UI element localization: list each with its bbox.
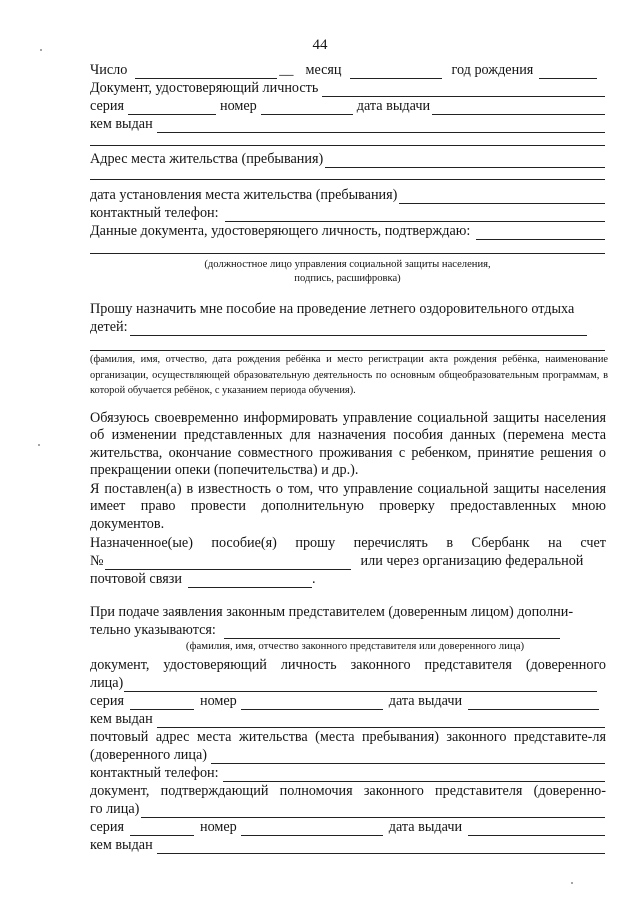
representative-name-caption: (фамилия, имя, отчество законного представителя или доверенного лица)	[185, 640, 525, 652]
rep-issued-by-row	[90, 711, 605, 728]
rep-authority-text-2: го лица)	[90, 801, 140, 817]
obligation-paragraph-2: Я поставлен(а) в известность о том, что управление социальной защиты населения имеет право провести дополнительную проверку предоставленных мною документов.	[90, 481, 606, 532]
rep-address-text-2: (доверенного лица)	[90, 747, 208, 763]
child-caption: (фамилия, имя, отчество, дата рождения ребёнка и место регистрации акта рождения ребёнка, наименование организации, осуществляющей образовательную деятельность по основным общеобразовательным программам, в которой обучается ребёнок, с указанием периода обучения).	[90, 354, 608, 396]
scan-speck	[38, 444, 40, 446]
children-field[interactable]	[130, 321, 587, 336]
birth-date-row	[90, 62, 605, 79]
rep-id-doc-line-1: документ, удостоверяющий личность законного представителя (доверенного	[90, 657, 606, 673]
scan-speck	[571, 882, 573, 884]
confirm-label: Данные документа, удостоверяющего личность, подтверждаю:	[90, 223, 471, 239]
payment-line-2-tail: или через организацию федеральной	[360, 553, 584, 569]
residence-date-field[interactable]	[399, 189, 605, 204]
rep-issue-date-field[interactable]	[468, 695, 599, 710]
rep-series-label: серия	[90, 693, 124, 709]
series-field[interactable]	[128, 100, 216, 115]
rep-issued-by2-field[interactable]	[157, 839, 605, 854]
request-text-2: детей:	[90, 319, 128, 335]
rep-issued-by2-row	[90, 837, 605, 854]
issue-date-field[interactable]	[432, 100, 605, 115]
issued-by-row	[90, 116, 605, 133]
month-field[interactable]	[350, 64, 442, 79]
address-row	[90, 151, 605, 168]
request-line-2	[90, 319, 605, 336]
rep-phone-row	[90, 765, 605, 782]
issue-date-label: дата выдачи	[356, 98, 431, 114]
confirm-row	[90, 223, 605, 240]
rep-address-field[interactable]	[211, 749, 605, 764]
rep-issued-by2-label: кем выдан	[90, 837, 153, 853]
rep-id-doc-text-2: лица)	[90, 675, 124, 691]
id-document-field[interactable]	[322, 82, 605, 97]
rep-issued-by-label: кем выдан	[90, 711, 153, 727]
phone-row	[90, 205, 605, 222]
postal-field[interactable]	[188, 573, 312, 588]
day-field-tail: __	[279, 62, 294, 78]
page-number: 44	[312, 37, 328, 53]
representative-name-field[interactable]	[224, 624, 560, 639]
rep-address-line-2	[90, 747, 605, 764]
official-caption-2: подпись, расшифровка)	[294, 273, 401, 284]
rep-phone-label: контактный телефон:	[90, 765, 219, 781]
request-text-1: Прошу назначить мне пособие на проведение летнего оздоровительного отдыха	[90, 301, 575, 317]
rep-number2-label: номер	[199, 819, 237, 835]
rep-issue-date2-field[interactable]	[468, 821, 605, 836]
id-document-label: Документ, удостоверяющий личность	[90, 80, 319, 96]
phone-label: контактный телефон:	[90, 205, 219, 221]
rep-address-line-1: почтовый адрес места жительства (места пребывания) законного представите-ля	[90, 729, 606, 745]
number-field[interactable]	[261, 100, 353, 115]
request-line-1	[90, 301, 605, 318]
id-series-row	[90, 98, 605, 115]
rep-series2-label: серия	[90, 819, 124, 835]
obligation-paragraph-1: Обязуюсь своевременно информировать управление социальной защиты населения об изменении представленных для назначения пособия данных (перемена места жительства, окончание совместного проживания с ребенком, принятие решения о прекращении опеки (попечительства) и др.).	[90, 410, 606, 479]
series-label: серия	[90, 98, 124, 114]
confirm-field[interactable]	[476, 225, 605, 240]
rep-authority-field[interactable]	[141, 803, 605, 818]
account-number-field[interactable]	[105, 555, 351, 570]
address-label: Адрес места жительства (пребывания)	[90, 151, 324, 167]
rep-id-doc-field[interactable]	[124, 677, 597, 692]
rep-number-field[interactable]	[241, 695, 383, 710]
postal-end: .	[311, 571, 316, 587]
birth-year-label: год рождения	[451, 62, 534, 78]
month-label: месяц	[305, 62, 342, 78]
number-label: номер	[219, 98, 257, 114]
representative-intro-text-2: тельно указываются:	[90, 622, 216, 638]
issued-by-field[interactable]	[157, 118, 605, 133]
children-continuation[interactable]	[90, 350, 605, 351]
postal-label: почтовой связи	[90, 571, 182, 587]
rep-issue-date2-label: дата выдачи	[388, 819, 463, 835]
payment-line-2	[90, 553, 605, 570]
rep-number-label: номер	[199, 693, 237, 709]
scan-speck	[40, 49, 42, 51]
day-label: Число	[90, 62, 128, 78]
address-field[interactable]	[325, 153, 605, 168]
issued-by-continuation[interactable]	[90, 145, 605, 146]
rep-authority-series-row	[90, 819, 605, 836]
payment-line-1: Назначенное(ые) пособие(я) прошу перечислять в Сбербанк на счет	[90, 535, 606, 551]
representative-intro-1	[90, 604, 605, 621]
issued-by-label: кем выдан	[90, 116, 153, 132]
official-caption-1: (должностное лицо управления социальной защиты населения,	[204, 259, 491, 270]
rep-series2-field[interactable]	[130, 821, 194, 836]
representative-intro-text-1: При подаче заявления законным представителем (доверенным лицом) дополни-	[90, 604, 574, 620]
rep-number2-field[interactable]	[241, 821, 383, 836]
rep-phone-field[interactable]	[223, 767, 605, 782]
day-field[interactable]	[135, 64, 277, 79]
rep-authority-line-2	[90, 801, 605, 818]
official-signature-line[interactable]	[90, 253, 605, 254]
account-prefix: №	[90, 553, 104, 569]
residence-date-label: дата установления места жительства (пребывания)	[90, 187, 398, 203]
postal-row	[90, 571, 605, 588]
rep-id-doc-line-2	[90, 675, 605, 692]
birth-year-field[interactable]	[539, 64, 597, 79]
rep-issued-by-field[interactable]	[157, 713, 605, 728]
phone-field[interactable]	[225, 207, 605, 222]
id-document-row	[90, 80, 605, 97]
rep-issue-date-label: дата выдачи	[388, 693, 463, 709]
residence-date-row	[90, 187, 605, 204]
rep-series-row	[90, 693, 605, 710]
rep-series-field[interactable]	[130, 695, 194, 710]
rep-authority-line-1: документ, подтверждающий полномочия законного представителя (доверенно-	[90, 783, 606, 799]
representative-intro-2	[90, 622, 605, 639]
address-continuation[interactable]	[90, 179, 605, 180]
